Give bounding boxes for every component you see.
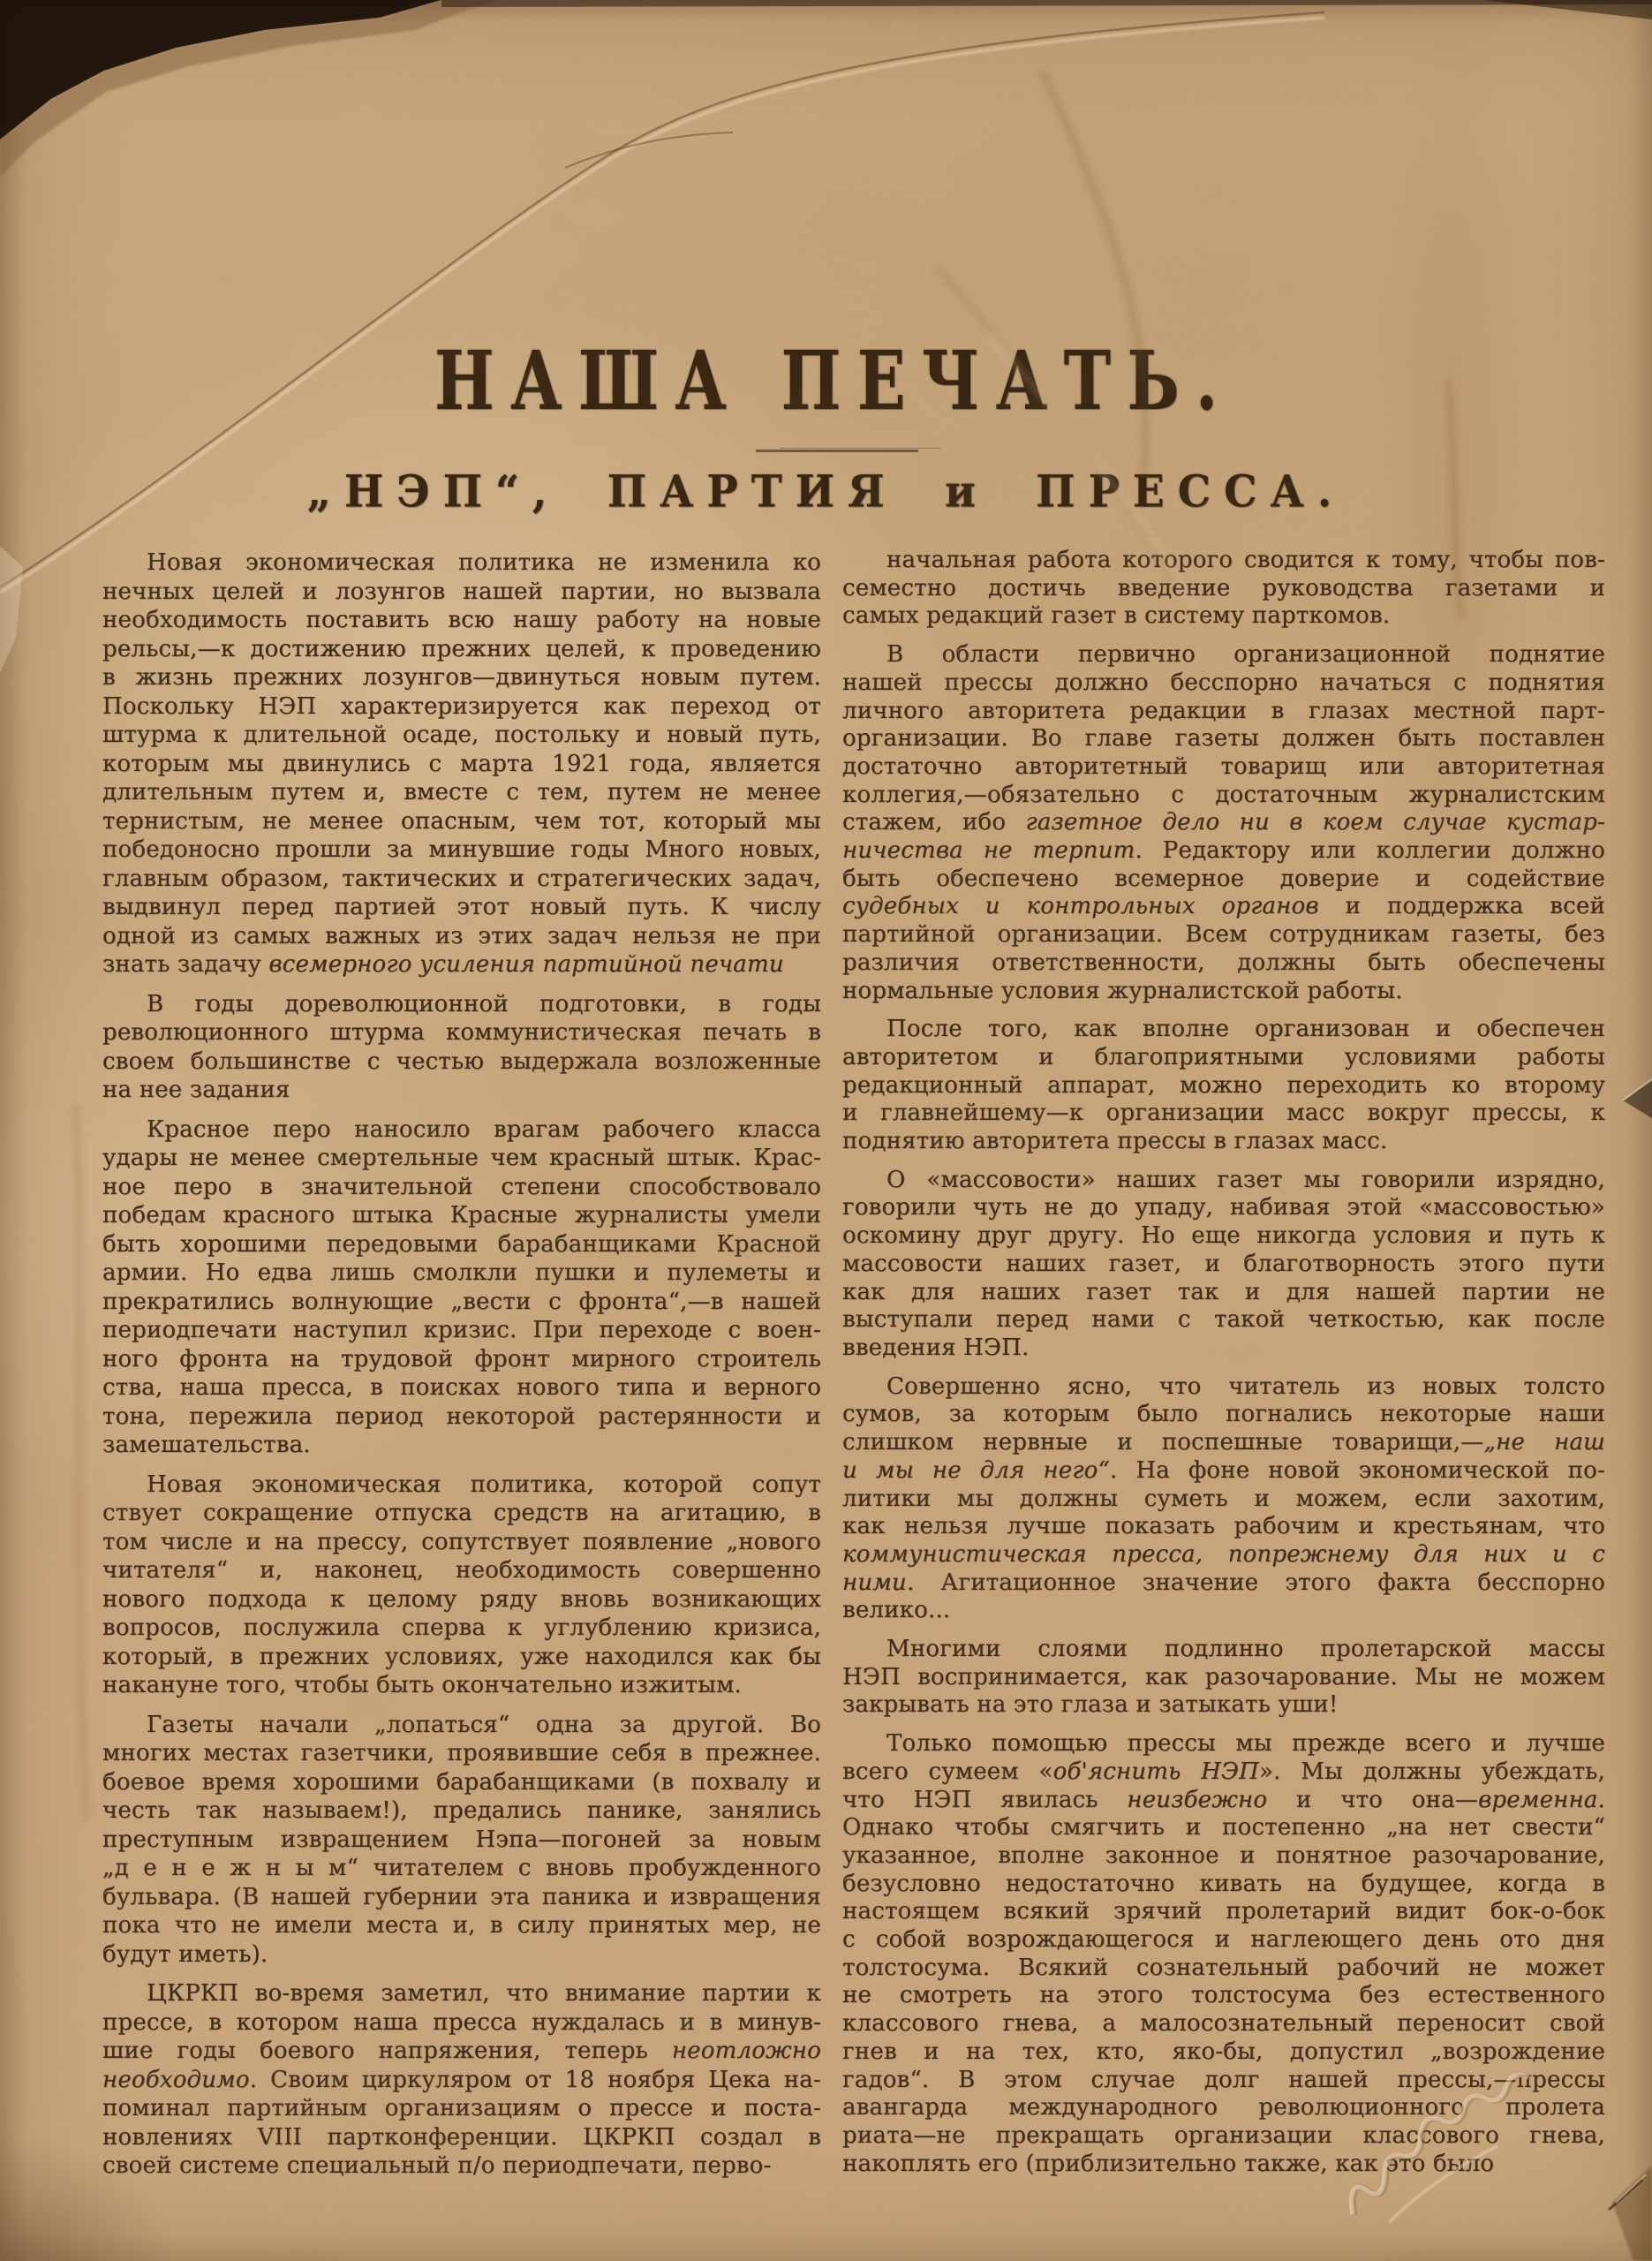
text-line: Однако чтобы смягчить и постепенно „на нет свести“: [842, 1814, 1605, 1841]
text-line: рельсы,—к достижению прежних целей, к проведению: [102, 635, 821, 662]
text-line: будут иметь).: [102, 1940, 268, 1968]
text-line: необходимость поставить всю нашу работу на новые: [102, 607, 821, 633]
text-line: Многими слоями подлинно пролетарской массы: [886, 1636, 1605, 1663]
text-line: слишком нервные и поспешные товарищи,—„не наш: [842, 1429, 1606, 1456]
article-column-left: [102, 548, 821, 2191]
text-line: „д е н е ж н ы м“ читателем с вновь пробужденного: [102, 1855, 821, 1881]
paragraph: [842, 1167, 1605, 1363]
text-line: тернистым, не менее опасным, чем тот, который мы: [102, 807, 821, 835]
text-line: сумов, за которым было погнались некоторые наши: [842, 1401, 1605, 1428]
text-line: своем большинстве с честью выдержала возложенные: [102, 1047, 821, 1075]
text-line: нашей прессы должно бесспорно начаться с поднятия: [842, 669, 1605, 696]
text-line: пока что не имели места и, в силу принятых мер, не: [102, 1912, 821, 1939]
text-line: длительным путем и, вместе с тем, путем не менее: [102, 779, 821, 805]
text-line: Только помощью прессы мы прежде всего и лучше: [886, 1730, 1605, 1758]
text-line: поднятию авторитета прессы в глазах масс.: [842, 1128, 1388, 1155]
text-line: авангарда международного революционного пролета: [842, 2094, 1605, 2121]
text-line: выдвинул перед партией этот новый путь. К числу: [102, 894, 821, 920]
article-title: НАША ПЕЧАТЬ.: [434, 334, 1234, 429]
text-line: и мы не для него“. На фоне новой экономической по-: [842, 1456, 1606, 1484]
text-line: настоящем всякий зрячий пролетарий видит бок-о-бок: [842, 1898, 1605, 1925]
text-line: боевое время хорошими барабанщиками (в похвалу и: [102, 1768, 821, 1796]
paragraph: [842, 1016, 1605, 1156]
text-line: риата—не прекращать организации классового гнева,: [842, 2121, 1605, 2149]
text-line: ного фронта на трудовой фронт мирного строитель: [102, 1345, 821, 1372]
text-line: стажем, ибо газетное дело ни в коем случае кустар-: [842, 809, 1605, 836]
text-line: что НЭП явилась неизбежно и что она—временна.: [842, 1786, 1605, 1813]
text-line: Новая экономическая политика не изменила ко: [147, 549, 821, 576]
text-line: партийной организации. Всем сотрудникам газеты, без: [842, 921, 1605, 949]
text-line: выступали перед нами с такой четкостью, как после: [842, 1306, 1605, 1334]
text-line: главным образом, тактических и стратегических задач,: [102, 865, 821, 892]
text-line: ное перо в значительной степени способствовало: [102, 1173, 821, 1200]
text-line: Совершенно ясно, что читатель из новых толсто: [886, 1372, 1605, 1400]
text-line: штурма к длительной осаде, постольку и новый путь,: [102, 722, 821, 748]
text-line: классового гнева, а малосознательный переносит свой: [842, 2010, 1605, 2038]
text-line: толстосума. Всякий сознательный рабочий не может: [842, 1954, 1605, 1981]
text-line: начальная работа которого сводится к тому, чтобы пов-: [886, 547, 1605, 573]
paragraph: [102, 990, 821, 1105]
paragraph: [102, 548, 821, 979]
text-line: с собой возрождающегося и наглеющего день ото дня: [842, 1926, 1605, 1954]
article-column-right: [842, 547, 1605, 2189]
text-line: Поскольку НЭП характеризируется как переход от: [102, 692, 821, 720]
text-line: как для наших газет так и для нашей партии не: [842, 1278, 1605, 1305]
text-line: прессе, в котором наша пресса нуждалась и в минув-: [102, 2008, 821, 2036]
text-line: нечных целей и лозунгов нашей партии, но вызвала: [102, 578, 821, 605]
text-line: необходимо. Своим циркуляром от 18 ноября Цека на-: [102, 2066, 821, 2093]
paragraph: [102, 1115, 821, 1460]
text-line: велико...: [842, 1597, 951, 1624]
text-line: ствует сокращение отпуска средств на агитацию, в: [102, 1500, 821, 1526]
text-line: удары не менее смертельные чем красный штык. Крас-: [102, 1145, 821, 1171]
text-line: Новая экономическая политика, которой сопут: [147, 1471, 821, 1498]
text-line: своей системе специальный п/о периодпечати, перво-: [102, 2152, 772, 2179]
edge-flap-left: [0, 546, 23, 673]
text-line: оскомину друг другу. Но еще никогда условия и путь к: [842, 1222, 1605, 1250]
text-line: В годы дореволюционной подготовки, в годы: [147, 990, 821, 1017]
paragraph: [842, 1730, 1605, 2178]
text-line: указанное, вполне законное и понятное разочарование,: [842, 1841, 1605, 1869]
text-line: Газеты начали „лопаться“ одна за другой. Во: [147, 1711, 821, 1738]
text-line: введения НЭП.: [842, 1334, 1030, 1361]
text-line: быть хорошими передовыми барабанщиками Красной: [102, 1230, 821, 1258]
text-line: ними. Агитационное значение этого факта бесспорно: [842, 1569, 1605, 1596]
text-line: редакционный аппарат, можно переходить ко второму: [842, 1071, 1605, 1099]
text-line: преступным извращением Нэпа—погоней за новым: [102, 1826, 821, 1853]
text-line: вопросов, послужила сперва к углублению кризиса,: [102, 1614, 821, 1641]
text-line: победоносно прошли за минувшие годы Много новых,: [102, 836, 821, 863]
paragraph: [842, 547, 1605, 631]
text-line: коммунистическая пресса, попрежнему для них и с: [842, 1540, 1605, 1568]
text-line: том числе и на прессу, сопутствует появление „нового: [102, 1528, 821, 1555]
paragraph: [102, 1711, 821, 1970]
text-line: честь так называем!), предались панике, занялись: [102, 1797, 821, 1824]
text-line: самых редакций газет в систему парткомов.: [842, 602, 1391, 630]
text-line: коллегия,—обязательно с достаточным журналистским: [842, 781, 1605, 808]
text-line: многих местах газетчики, проявившие себя в прежнее.: [102, 1740, 821, 1766]
paragraph: [102, 1979, 821, 2181]
text-line: НЭП воспринимается, как разочарование. Мы не можем: [842, 1663, 1605, 1690]
text-line: гадов“. В этом случае долг нашей прессы,—прессы: [842, 2066, 1605, 2093]
text-line: безусловно недостаточно кивать на будущее, когда в: [842, 1870, 1605, 1897]
text-line: как нельзя лучше показать рабочим и крестьянам, что: [842, 1513, 1605, 1540]
text-line: быть обеспечено всемерное доверие и содействие: [842, 865, 1605, 892]
text-line: революционного штурма коммунистическая печать в: [102, 1019, 821, 1046]
corner-tear-bottom-right: [1609, 2166, 1652, 2261]
text-line: семестно достичь введение руководства газетами и: [842, 574, 1605, 601]
text-line: нормальные условия журналистской работы.: [842, 977, 1403, 1004]
text-line: замешательства.: [102, 1432, 311, 1458]
text-line: армии. Но едва лишь смолкли пушки и пулеметы и: [102, 1259, 821, 1286]
text-line: достаточно авторитетный товарищ или авторитетная: [842, 752, 1605, 780]
text-line: и главнейшему—к организации масс вокруг прессы, к: [842, 1100, 1605, 1127]
text-line: не смотреть на этого толстосума без естественного: [842, 1982, 1605, 2009]
text-line: накануне того, чтобы быть окончательно изжитым.: [102, 1672, 743, 1698]
text-line: закрывать на это глаза и затыкать уши!: [842, 1691, 1339, 1719]
text-line: различия ответственности, должны быть обеспечены: [842, 949, 1605, 976]
text-line: После того, как вполне организован и обеспечен: [886, 1016, 1605, 1043]
text-line: всего сумеем «об'яснить НЭП». Мы должны убеждать,: [842, 1758, 1606, 1785]
text-line: ничества не терпит. Редактору или коллегии должно: [842, 837, 1605, 865]
edge-tear-right: [1623, 1079, 1652, 1118]
text-line: Красное перо наносило врагам рабочего класса: [147, 1115, 821, 1143]
text-line: читателя“ и, наконец, необходимость совершенно: [102, 1557, 821, 1584]
text-line: тона, пережила период некоторой растерянности и: [102, 1403, 821, 1430]
text-line: в жизнь прежних лозунгов—двинуться новым путем.: [102, 664, 821, 691]
paragraph: [102, 1471, 821, 1700]
text-line: знать задачу всемерного усиления партийной печати: [102, 951, 784, 978]
text-line: гнев и на тех, кто, яко-бы, допустил „возрождение: [842, 2038, 1605, 2065]
text-line: В области первично организационной поднятие: [886, 641, 1605, 669]
text-line: накоплять его (приблизительно также, как это было: [842, 2150, 1495, 2177]
text-line: на нее задания: [102, 1077, 290, 1103]
text-line: ства, наша пресса, в поисках нового типа и верного: [102, 1374, 821, 1401]
text-line: периодпечати наступил кризис. При переходе с воен-: [102, 1317, 821, 1343]
title-divider: [756, 450, 918, 452]
text-line: прекратились волнующие „вести с фронта“,—в нашей: [102, 1288, 821, 1315]
paragraph: [842, 1373, 1605, 1625]
text-line: которым мы двинулись с марта 1921 года, является: [102, 750, 821, 777]
torn-top-edge: [0, 0, 1652, 177]
text-line: массовости наших газет, и благотворность этого пути: [842, 1250, 1605, 1277]
paragraph: [842, 1636, 1605, 1720]
text-line: личного авторитета редакции в глазах местной парт-: [842, 697, 1605, 724]
text-line: ЦКРКП во-время заметил, что внимание партии к: [147, 1980, 821, 2007]
text-line: нового подхода к целому ряду вновь возникающих: [102, 1585, 821, 1613]
text-line: говорили чуть не до упаду, набивая этой «массовостью»: [842, 1194, 1605, 1221]
text-line: новлениях VIII партконференции. ЦКРКП создал в: [102, 2123, 821, 2151]
text-line: бульвара. (В нашей губернии эта паника и извращения: [102, 1883, 821, 1910]
text-line: одной из самых важных из этих задач нельзя не при: [102, 922, 821, 949]
paragraph: [842, 641, 1605, 1005]
text-line: поминал партийным организациям о прессе и поста-: [102, 2095, 821, 2121]
article-subtitle: „НЭП“, ПАРТИЯ и ПРЕССА.: [306, 466, 1346, 518]
text-line: который, в прежних условиях, уже находился как бы: [102, 1643, 821, 1670]
text-line: победам красного штыка Красные журналисты умели: [102, 1202, 821, 1229]
text-line: О «массовости» наших газет мы говорили изрядно,: [886, 1166, 1605, 1193]
text-line: литики мы должны суметь и можем, если захотим,: [842, 1485, 1605, 1512]
text-line: авторитетом и благоприятными условиями работы: [842, 1043, 1605, 1070]
text-line: судебных и контрольных органов и поддержка всей: [842, 893, 1605, 920]
text-line: шие годы боевого напряжения, теперь неотложно: [102, 2038, 821, 2064]
text-line: организации. Во главе газеты должен быть поставлен: [842, 725, 1605, 752]
